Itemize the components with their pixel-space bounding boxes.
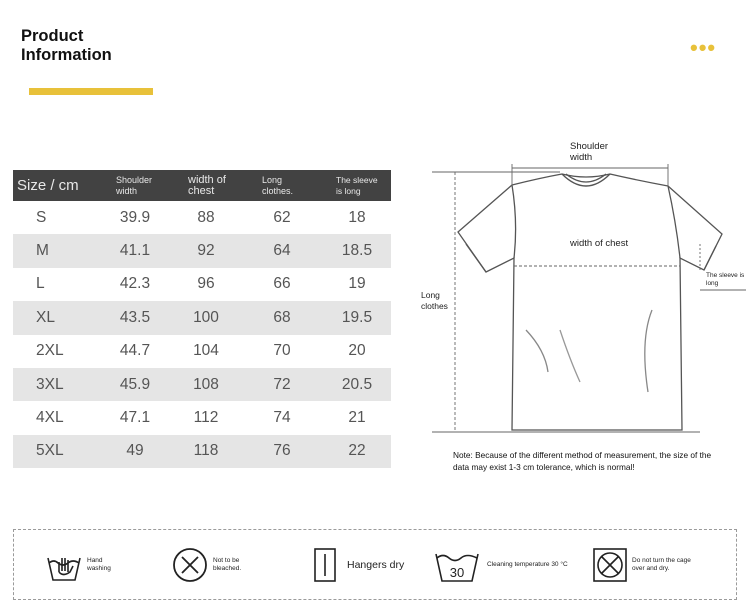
no-bleach-label: Not to be bleached. [213, 556, 242, 572]
title-line-1: Product [21, 27, 84, 45]
cell-sleeve: 19 [348, 275, 366, 293]
header-size: Size / cm [17, 177, 79, 194]
do-not-tumble-dry-icon [592, 547, 628, 583]
care-item-wash-30 [433, 530, 577, 599]
size-table-body [13, 201, 391, 468]
cell-size: L [36, 275, 45, 293]
no-tumble-label: Do not turn the cage over and dry. [632, 556, 691, 572]
hang-dry-icon [313, 546, 337, 584]
table-row [13, 234, 391, 267]
length-label: Long clothes [421, 290, 448, 311]
cell-shoulder: 41.1 [119, 242, 151, 260]
table-row [13, 201, 391, 234]
care-item-no-tumble [592, 530, 694, 599]
cell-shoulder: 47.1 [119, 409, 151, 427]
cell-length: 64 [273, 242, 291, 260]
wash-30-label: Cleaning temperature 30 °C [487, 560, 568, 568]
wash-temp-text: 30 [449, 564, 465, 580]
cell-length: 76 [273, 442, 291, 460]
cell-length: 70 [273, 342, 291, 360]
cell-length: 72 [273, 375, 291, 393]
more-dots-icon: ••• [690, 35, 717, 60]
cell-size: 3XL [36, 375, 64, 393]
cell-sleeve: 18 [348, 208, 366, 226]
do-not-bleach-icon [171, 546, 209, 584]
header-shoulder [116, 170, 164, 201]
cell-length: 62 [273, 208, 291, 226]
cell-length: 74 [273, 409, 291, 427]
cell-sleeve: 18.5 [341, 242, 373, 260]
care-item-hang-dry [313, 530, 404, 599]
chest-width-label: width of chest [570, 238, 629, 249]
cell-sleeve: 22 [348, 442, 366, 460]
cell-shoulder: 49 [126, 442, 144, 460]
cell-size: M [36, 242, 49, 260]
cell-size: S [36, 208, 47, 226]
cell-size: XL [36, 308, 55, 326]
size-table-header [13, 170, 391, 201]
cell-size: 4XL [36, 409, 64, 427]
table-row [13, 268, 391, 301]
cell-chest: 88 [197, 208, 215, 226]
table-row [13, 435, 391, 468]
cell-chest: 108 [193, 375, 219, 393]
sleeve-length-label: The sleeve is long [706, 272, 745, 287]
size-table [13, 170, 391, 468]
cell-chest: 100 [193, 308, 219, 326]
title-accent-bar [29, 88, 153, 95]
cell-length: 68 [273, 308, 291, 326]
table-row [13, 301, 391, 334]
header-sleeve [336, 170, 384, 201]
shoulder-width-label: Shoulder width [570, 141, 609, 163]
cell-chest: 104 [193, 342, 219, 360]
cell-chest: 96 [197, 275, 215, 293]
hang-dry-label: Hangers dry [347, 558, 405, 571]
cell-size: 5XL [36, 442, 64, 460]
cell-chest: 118 [193, 442, 219, 460]
cell-shoulder: 44.7 [119, 342, 151, 360]
cell-shoulder: 42.3 [119, 275, 151, 293]
tshirt-outline-icon [410, 130, 750, 500]
hand-wash-icon [45, 546, 83, 584]
cell-size: 2XL [36, 342, 64, 360]
cell-chest: 92 [197, 242, 215, 260]
care-item-no-bleach [171, 530, 253, 599]
title-line-2: Information [21, 46, 112, 64]
wash-30-icon [433, 546, 481, 584]
cell-length: 66 [273, 275, 291, 293]
table-row [13, 368, 391, 401]
measurement-note: Note: Because of the different method of measurement, the size of the data may exist 1-3 cm tolerance, which is normal! [453, 450, 712, 472]
cell-shoulder: 43.5 [119, 308, 151, 326]
header-length [262, 170, 300, 201]
cell-shoulder: 39.9 [119, 208, 151, 226]
care-item-hand-wash [45, 530, 119, 599]
header-length-text: Long clothes. [262, 174, 294, 196]
cell-sleeve: 20.5 [341, 375, 373, 393]
cell-sleeve: 20 [348, 342, 366, 360]
header-chest-text: width of chest [188, 173, 226, 197]
cell-sleeve: 19.5 [341, 308, 373, 326]
header-chest [188, 170, 240, 201]
cell-sleeve: 21 [348, 409, 366, 427]
header-shoulder-text: Shoulder width [116, 174, 153, 196]
header-sleeve-text: The sleeve is long [336, 174, 378, 196]
care-instructions [13, 529, 737, 600]
cell-shoulder: 45.9 [119, 375, 151, 393]
cell-chest: 112 [193, 409, 219, 427]
hand-wash-label: Hand washing [87, 556, 111, 572]
tshirt-measurement-diagram [410, 130, 750, 500]
page-title [21, 27, 112, 65]
table-row [13, 401, 391, 434]
table-row [13, 335, 391, 368]
